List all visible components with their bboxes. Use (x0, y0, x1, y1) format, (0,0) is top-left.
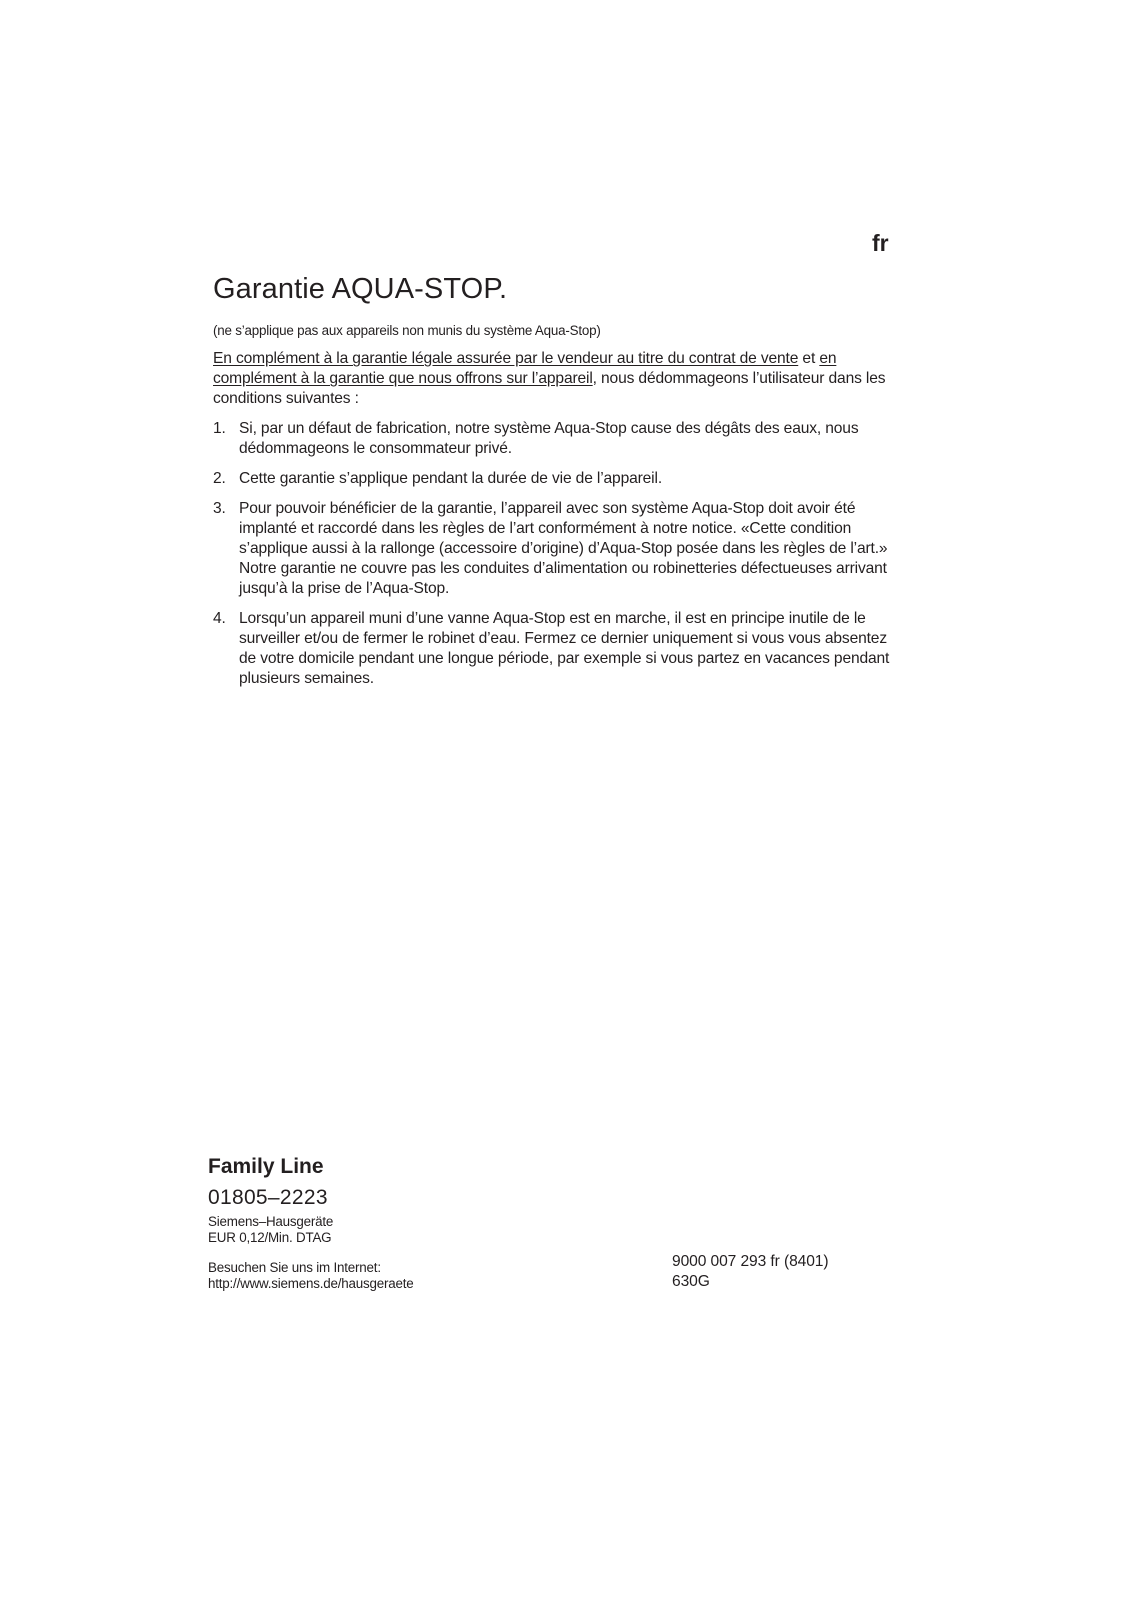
conditions-list (213, 419, 901, 689)
call-rate: EUR 0,12/Min. DTAG (208, 1230, 332, 1246)
document-id (672, 1252, 932, 1292)
document-code: 630G (672, 1273, 710, 1290)
page-title: Garantie AQUA-STOP. (213, 273, 508, 305)
condition-text: Cette garantie s’applique pendant la durée de vie de l’appareil. (239, 470, 662, 488)
internet-info (208, 1260, 528, 1292)
subtitle: (ne s’applique pas aux appareils non munis du système Aqua-Stop) (213, 322, 601, 338)
condition-number: 4. (213, 610, 226, 628)
document-number: 9000 007 293 fr (8401) (672, 1253, 829, 1270)
intro-underlined-legal: En complément à la garantie légale assurée par le vendeur au titre du contrat de vente (213, 350, 799, 368)
hotline-number: 01805–2223 (208, 1186, 328, 1210)
condition-item (213, 609, 901, 689)
language-tag: fr (872, 230, 889, 256)
condition-item (213, 499, 901, 599)
website-url: http://www.siemens.de/hausgeraete (208, 1276, 414, 1292)
intro-rest: , nous dédommageons l’utilisateur dans les conditions suivantes : (213, 370, 886, 408)
condition-number: 1. (213, 420, 226, 438)
condition-text: Si, par un défaut de fabrication, notre système Aqua-Stop cause des dégâts des eaux, nous dédommageons le consommateur privé. (239, 420, 859, 458)
service-contact (208, 1154, 528, 1292)
condition-text: Pour pouvoir bénéficier de la garantie, l’appareil avec son système Aqua-Stop doit avoir été implanté et raccordé dans les règles de l’art conformément à notre notice. «Cette condition s’applique aussi à la rallonge (accessoire d’origine) d’Aqua-Stop posée dans les règles de l’art.» Notre garantie ne couvre pas les conduites d’alimentation ou robinetteries défectueuses arrivant jusqu’à la prise de l’Aqua-Stop. (239, 500, 888, 598)
visit-label: Besuchen Sie uns im Internet: (208, 1260, 381, 1276)
condition-item (213, 419, 901, 459)
condition-text: Lorsqu’un appareil muni d’une vanne Aqua-Stop est en marche, il est en principe inutile de le surveiller et/ou de fermer le robinet d’eau. Fermez ce dernier uniquement si vous vous absentez de votre domicile pendant une longue période, par exemple si vous partez en vacances pendant plusieurs semaines. (239, 610, 890, 688)
family-line-heading: Family Line (208, 1155, 324, 1178)
company-name: Siemens–Hausgeräte (208, 1214, 334, 1230)
condition-number: 2. (213, 470, 226, 488)
intro-paragraph (213, 349, 901, 409)
intro-connector: et (798, 350, 820, 368)
company-info (208, 1214, 528, 1246)
intro-underlined-manufacturer: en complément à la garantie que nous offrons sur l’appareil (213, 350, 837, 388)
warranty-section (213, 272, 901, 699)
condition-number: 3. (213, 500, 226, 518)
condition-item (213, 469, 901, 489)
